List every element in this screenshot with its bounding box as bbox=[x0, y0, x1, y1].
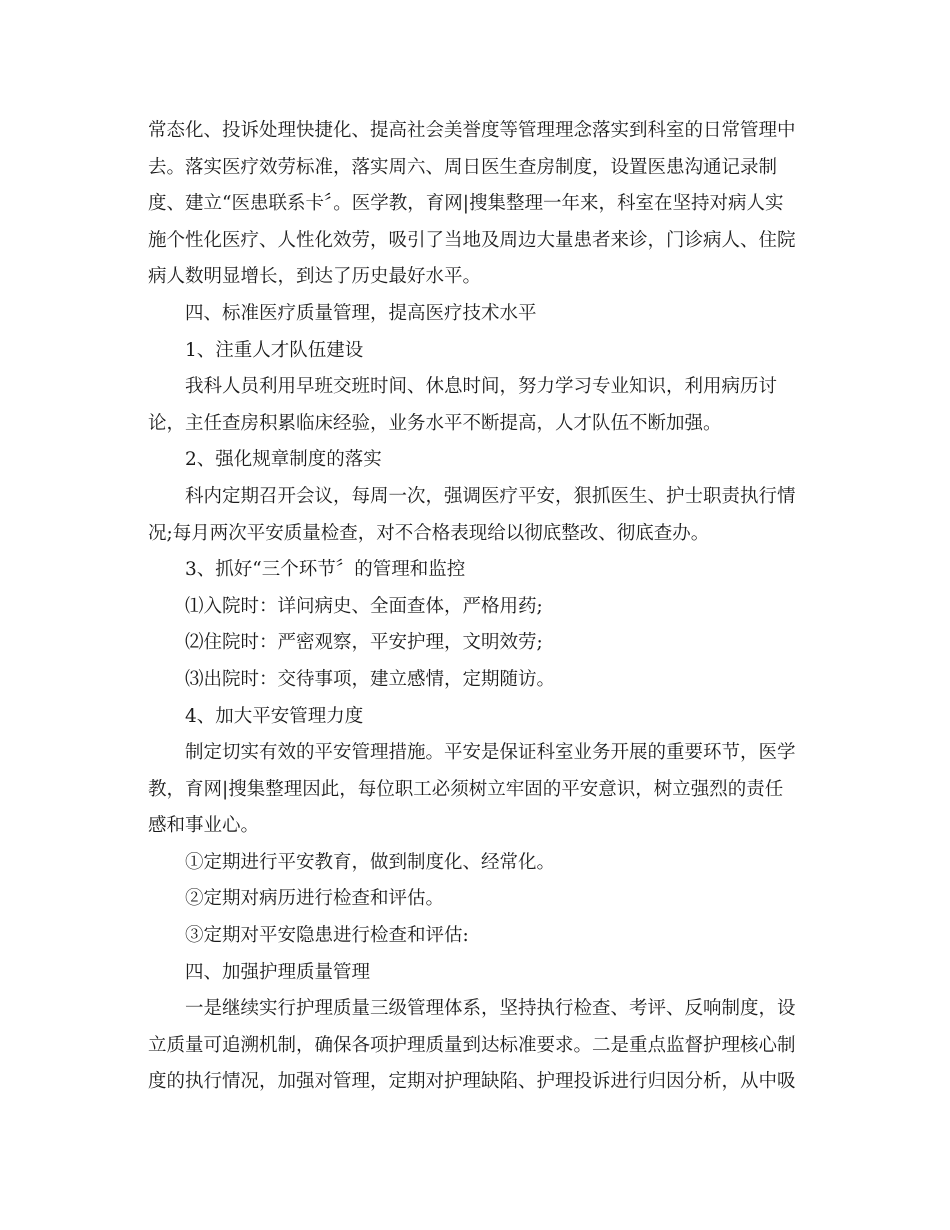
list-item: ③定期对平安隐患进行检查和评估: bbox=[185, 925, 469, 947]
subsection-heading: 2、强化规章制度的落实 bbox=[185, 449, 382, 471]
text-line: 立质量可追溯机制，确保各项护理质量到达标准要求。二是重点监督护理核心制 bbox=[148, 1034, 796, 1056]
list-item: ②定期对病历进行检查和评估。 bbox=[185, 888, 445, 910]
text-line: 制定切实有效的平安管理措施。平安是保证科室业务开展的重要环节，医学 bbox=[185, 742, 796, 764]
section-heading: 四、加强护理质量管理 bbox=[185, 961, 371, 983]
text-line: 度、建立“医患联系卡〞。医学教，育网|搜集整理一年来，科室在坚持对病人实 bbox=[148, 193, 784, 215]
text-line: 度的执行情况，加强对管理，定期对护理缺陷、护理投诉进行归因分析，从中吸 bbox=[148, 1071, 796, 1093]
list-item: ⑶出院时：交待事项，建立感情，定期随访。 bbox=[185, 668, 556, 690]
subsection-heading: 1、注重人才队伍建设 bbox=[185, 339, 364, 361]
list-item: ⑵住院时：严密观察，平安护理，文明效劳; bbox=[185, 632, 543, 654]
text-line: 一是继续实行护理质量三级管理体系，坚持执行检查、考评、反响制度，设 bbox=[185, 998, 796, 1020]
text-line: 论，主任查房积累临床经验，业务水平不断提高，人才队伍不断加强。 bbox=[148, 412, 722, 434]
text-line: 感和事业心。 bbox=[148, 815, 260, 837]
subsection-heading: 4、加大平安管理力度 bbox=[185, 705, 364, 727]
text-line: 施个性化医疗、人性化效劳，吸引了当地及周边大量患者来诊，门诊病人、住院 bbox=[148, 229, 796, 251]
list-item: ⑴入院时：详问病史、全面查体，严格用药; bbox=[185, 595, 543, 617]
text-line: 教，育网|搜集整理因此，每位职工必须树立牢固的平安意识，树立强烈的责任 bbox=[148, 778, 784, 800]
text-line: 病人数明显增长，到达了历史最好水平。 bbox=[148, 266, 482, 288]
list-item: ①定期进行平安教育，做到制度化、经常化。 bbox=[185, 851, 556, 873]
document-body bbox=[148, 113, 808, 1101]
text-line: 去。落实医疗效劳标准，落实周六、周日医生查房制度，设置医患沟通记录制 bbox=[148, 156, 778, 178]
text-line: 常态化、投诉处理快捷化、提高社会美誉度等管理理念落实到科室的日常管理中 bbox=[148, 120, 796, 141]
subsection-heading: 3、抓好“三个环节〞的管理和监控 bbox=[185, 559, 466, 581]
section-heading: 四、标准医疗质量管理，提高医疗技术水平 bbox=[185, 302, 537, 324]
text-line: 我科人员利用早班交班时间、休息时间，努力学习专业知识，利用病历讨 bbox=[185, 376, 778, 398]
text-line: 科内定期召开会议，每周一次，强调医疗平安，狠抓医生、护士职责执行情 bbox=[185, 485, 796, 507]
text-line: 况;每月两次平安质量检查，对不合格表现给以彻底整改、彻底查办。 bbox=[148, 522, 710, 544]
